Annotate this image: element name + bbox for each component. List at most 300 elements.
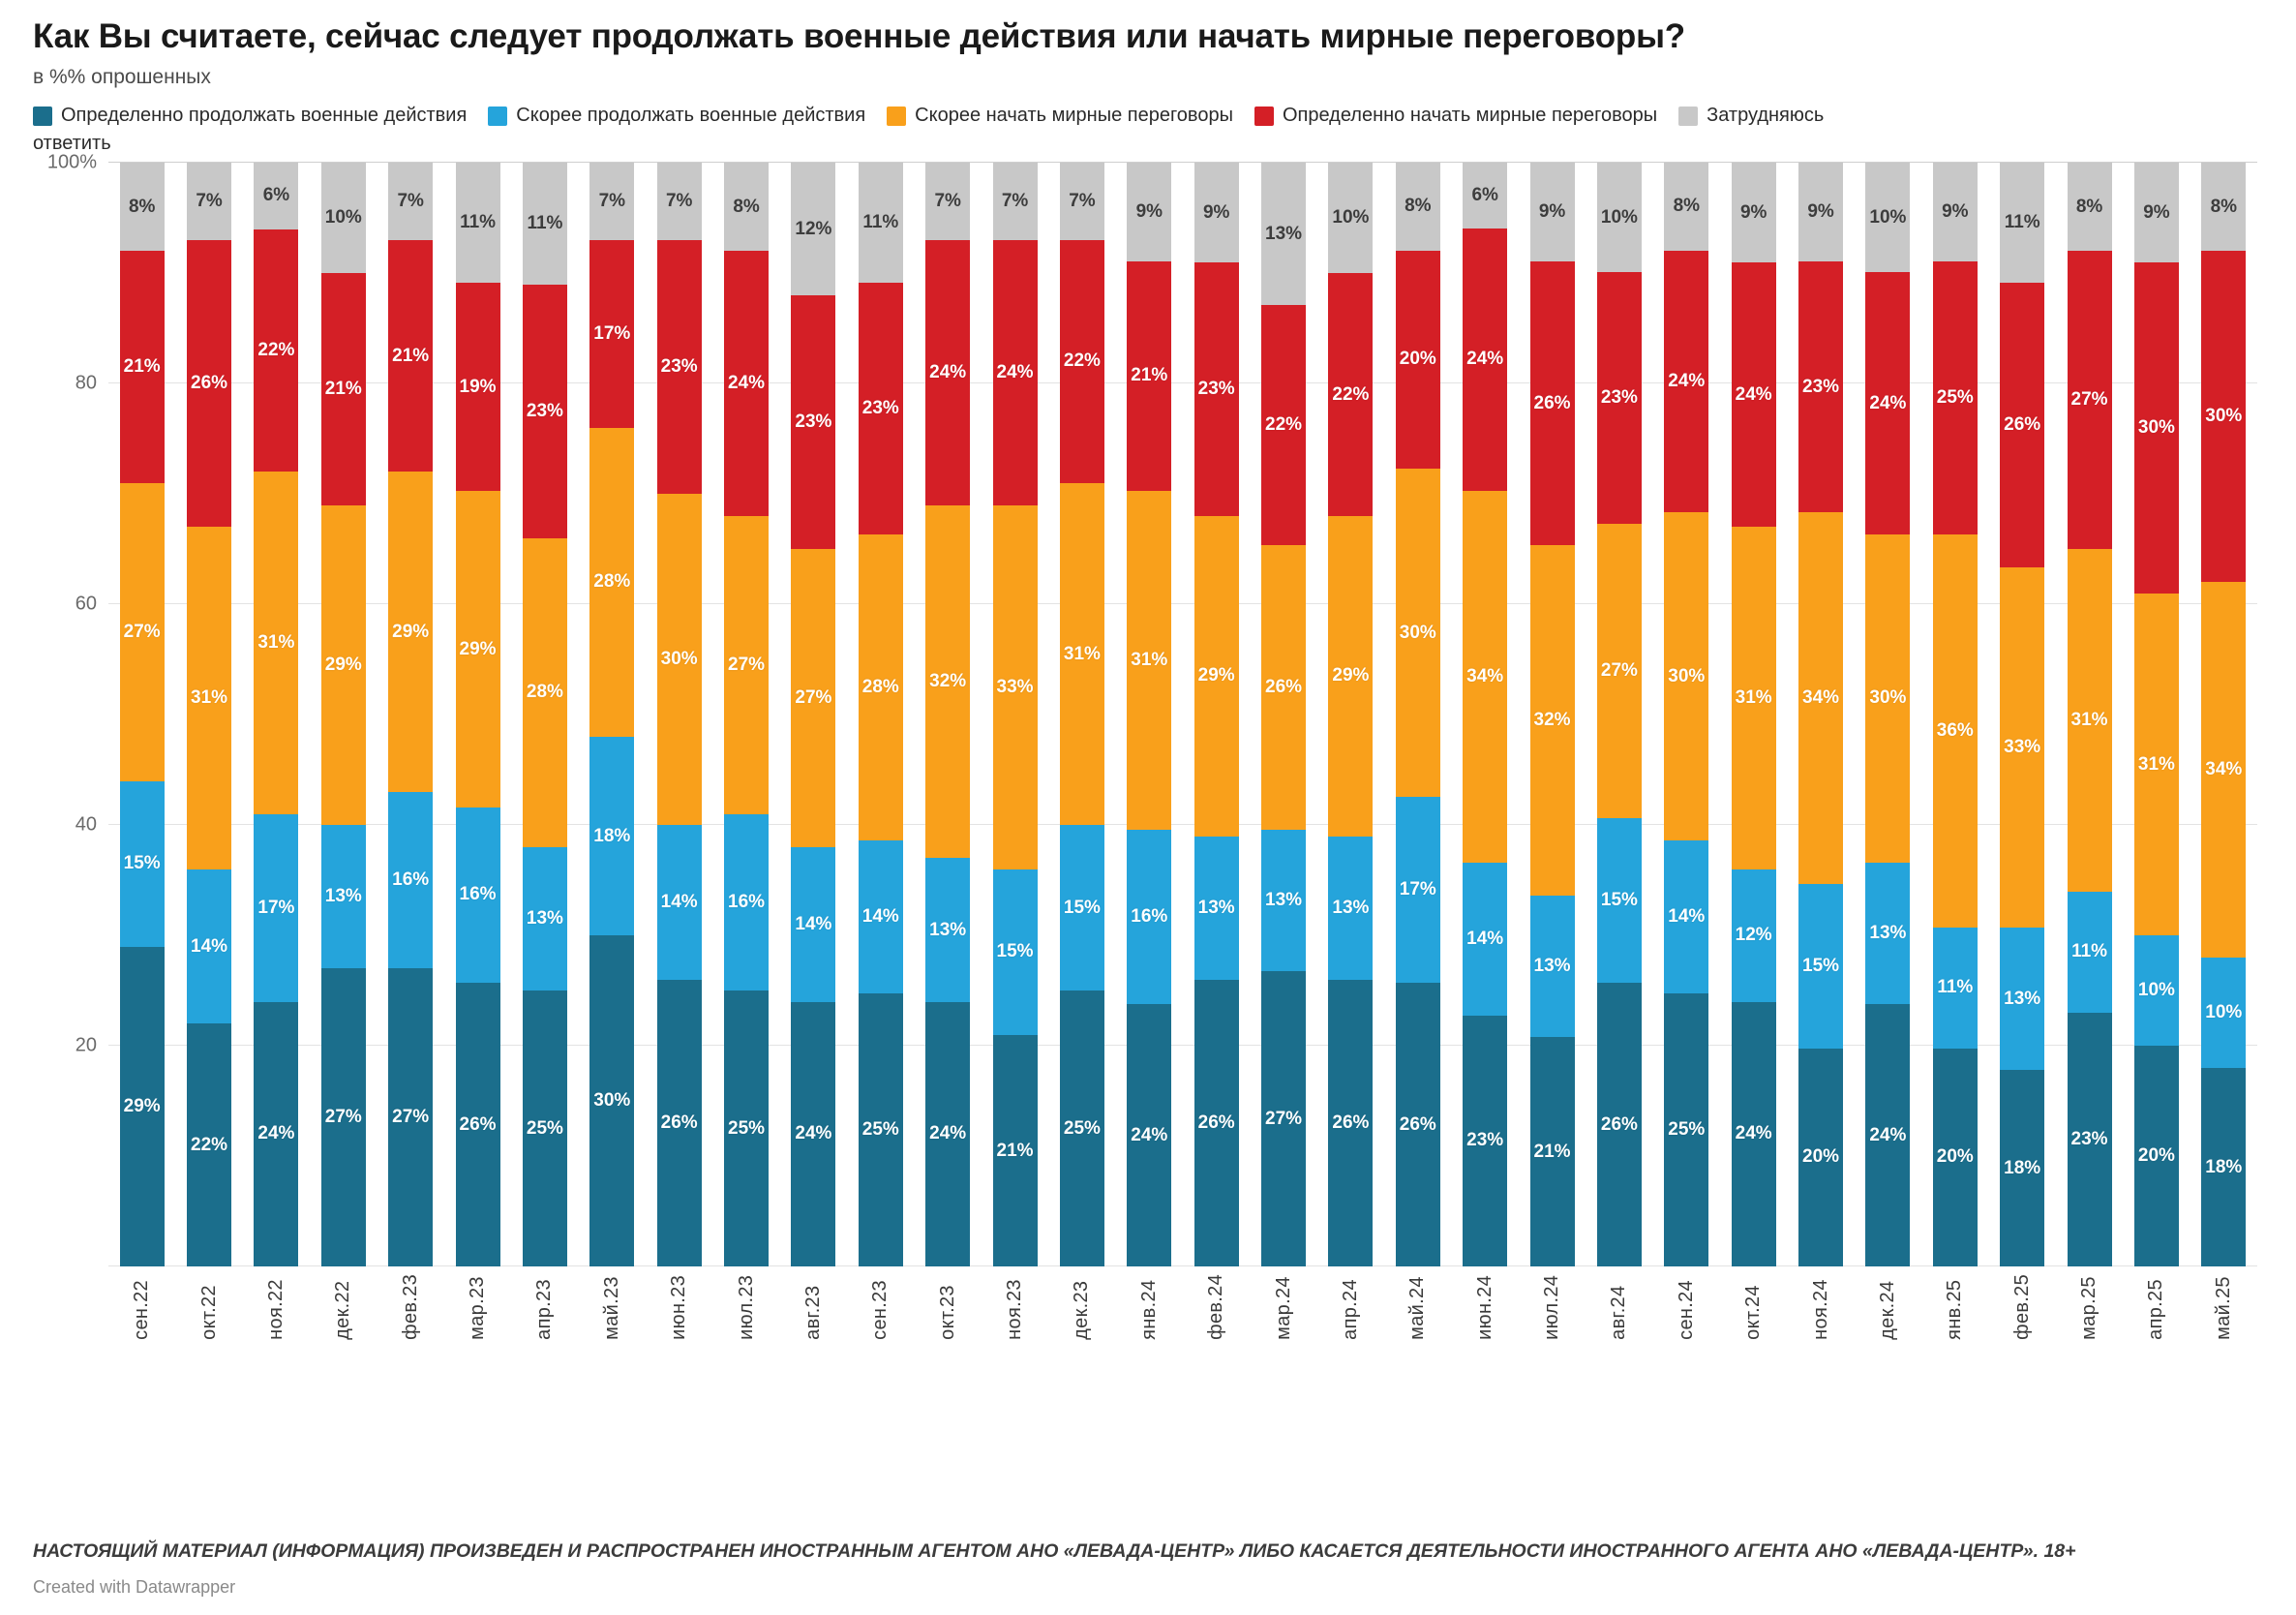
bar-segment[interactable] [2000, 928, 2044, 1070]
stacked-bar[interactable] [2201, 163, 2246, 1266]
bar-column[interactable] [780, 163, 847, 1266]
bar-segment[interactable] [1396, 251, 1440, 470]
bar-segment[interactable] [925, 858, 970, 1001]
bar-segment[interactable] [589, 935, 634, 1266]
bar-segment[interactable] [1530, 261, 1575, 545]
bar-segment[interactable] [456, 808, 500, 983]
bar-segment[interactable] [187, 869, 231, 1024]
bar-segment[interactable] [321, 505, 366, 826]
legend-item[interactable] [488, 103, 865, 129]
bar-segment[interactable] [791, 549, 835, 847]
bar-column[interactable] [847, 163, 914, 1266]
stacked-bar[interactable] [859, 163, 903, 1266]
bar-segment[interactable] [1798, 1049, 1843, 1267]
x-axis-label-cell [579, 1274, 646, 1340]
bar-segment[interactable] [1798, 512, 1843, 884]
bar-segment[interactable] [724, 814, 769, 990]
bar-segment-value: 20% [1399, 349, 1436, 370]
stacked-bar[interactable] [724, 163, 769, 1266]
bar-segment[interactable] [1530, 1037, 1575, 1266]
bar-segment[interactable] [1194, 980, 1239, 1266]
stacked-bar[interactable] [2134, 163, 2179, 1266]
bar-segment-value: 31% [1063, 643, 1101, 664]
bar-segment-value: 20% [1936, 1146, 1974, 1168]
bar-column[interactable] [1116, 163, 1183, 1266]
bar-segment[interactable] [1261, 830, 1306, 972]
bar-segment[interactable] [1597, 983, 1642, 1266]
stacked-bar[interactable] [657, 163, 702, 1266]
bar-segment[interactable] [254, 814, 298, 1002]
bar-segment[interactable] [1597, 272, 1642, 524]
bar-segment[interactable] [724, 251, 769, 516]
bar-segment[interactable] [2068, 549, 2112, 891]
bar-segment[interactable] [859, 993, 903, 1266]
bar-segment[interactable] [589, 428, 634, 737]
bar-segment[interactable] [1463, 1016, 1507, 1267]
bar-column[interactable] [175, 163, 242, 1266]
bar-segment-value: 28% [526, 682, 563, 703]
bar-segment[interactable] [1664, 840, 1708, 993]
bar-column[interactable] [1048, 163, 1115, 1266]
bar-segment[interactable] [859, 163, 903, 283]
bar-segment[interactable] [1530, 163, 1575, 261]
bar-segment[interactable] [254, 163, 298, 229]
bar-segment-value: 20% [1802, 1146, 1840, 1168]
bar-segment[interactable] [993, 1035, 1038, 1266]
bar-segment[interactable] [791, 163, 835, 295]
bar-segment[interactable] [925, 505, 970, 859]
stacked-bar[interactable] [456, 163, 500, 1266]
bar-segment[interactable] [1328, 516, 1373, 837]
bar-segment[interactable] [724, 516, 769, 814]
bar-column[interactable] [1586, 163, 1652, 1266]
bar-segment[interactable] [859, 840, 903, 993]
x-axis-label: дек.22 [332, 1280, 354, 1341]
bar-segment-value: 9% [1135, 201, 1163, 223]
bar-column[interactable] [1452, 163, 1519, 1266]
x-axis-label-cell [310, 1274, 377, 1340]
x-axis-label: авг.23 [801, 1285, 824, 1341]
bar-segment[interactable] [1194, 516, 1239, 837]
bar-segment-value: 17% [593, 322, 631, 344]
legend-item[interactable] [887, 103, 1233, 129]
bar-segment[interactable] [254, 229, 298, 472]
x-axis-label-cell [1317, 1274, 1384, 1340]
bar-segment[interactable] [388, 792, 433, 968]
bar-segment[interactable] [120, 781, 165, 947]
stacked-bar[interactable] [388, 163, 433, 1266]
bar-segment[interactable] [1261, 163, 1306, 305]
stacked-bar[interactable] [1463, 163, 1507, 1266]
bar-segment-value: 11% [527, 212, 563, 233]
bar-segment-value: 23% [660, 356, 698, 378]
bar-segment[interactable] [1865, 534, 1910, 863]
bar-segment[interactable] [2068, 251, 2112, 549]
bar-segment[interactable] [1597, 818, 1642, 982]
stacked-bar[interactable] [523, 163, 567, 1266]
bar-column[interactable] [1384, 163, 1451, 1266]
bar-segment-value: 24% [1869, 392, 1907, 413]
bar-column[interactable] [2190, 163, 2257, 1266]
x-axis-label: мар.23 [467, 1276, 489, 1341]
bar-segment[interactable] [1933, 163, 1978, 261]
bar-segment-value: 14% [1668, 906, 1706, 928]
x-axis-label-cell [712, 1274, 779, 1340]
bar-segment[interactable] [791, 295, 835, 549]
bar-segment[interactable] [1597, 163, 1642, 272]
legend-label: Определенно продолжать военные действия [61, 105, 468, 127]
bar-segment[interactable] [1127, 491, 1171, 830]
bar-segment-value: 16% [459, 884, 497, 905]
bar-segment[interactable] [1664, 512, 1708, 840]
bar-segment[interactable] [589, 163, 634, 240]
bar-column[interactable] [243, 163, 310, 1266]
bar-segment[interactable] [254, 1002, 298, 1267]
bar-segment-value: 27% [2070, 389, 2108, 411]
bar-column[interactable] [1921, 163, 1988, 1266]
bar-segment[interactable] [1463, 163, 1507, 229]
x-axis-label-cell [1653, 1274, 1720, 1340]
bar-segment[interactable] [1396, 163, 1440, 250]
x-axis-label-cell [175, 1274, 242, 1340]
bar-segment-value: 11% [2071, 941, 2108, 962]
stacked-bar[interactable] [1664, 163, 1708, 1266]
bar-column[interactable] [1519, 163, 1586, 1266]
bar-segment[interactable] [2201, 582, 2246, 958]
x-axis-label: сен.24 [1675, 1280, 1697, 1341]
bar-segment-value: 29% [1197, 665, 1235, 686]
stacked-bar[interactable] [589, 163, 634, 1266]
bar-segment-value: 13% [526, 908, 563, 929]
bar-segment[interactable] [321, 968, 366, 1266]
bar-segment[interactable] [993, 505, 1038, 869]
bar-segment[interactable] [657, 240, 702, 494]
bar-segment-value: 7% [1001, 191, 1029, 212]
stacked-bar[interactable] [254, 163, 298, 1266]
bar-segment[interactable] [523, 163, 567, 284]
bar-column[interactable] [712, 163, 779, 1266]
bar-segment[interactable] [1865, 163, 1910, 272]
bar-segment[interactable] [2134, 1046, 2179, 1266]
bar-segment[interactable] [925, 240, 970, 505]
bar-segment[interactable] [1328, 837, 1373, 980]
bar-segment-value: 26% [1265, 677, 1303, 698]
x-axis-label-cell [2123, 1274, 2190, 1340]
bar-segment-value: 21% [324, 378, 362, 399]
bar-segment[interactable] [1933, 534, 1978, 928]
bar-column[interactable] [2056, 163, 2123, 1266]
bar-segment[interactable] [1664, 163, 1708, 250]
bar-segment-value: 26% [1332, 1112, 1370, 1134]
stacked-bar[interactable] [925, 163, 970, 1266]
stacked-bar[interactable] [1732, 163, 1776, 1266]
bar-segment[interactable] [589, 737, 634, 935]
bar-segment[interactable] [859, 534, 903, 840]
stacked-bar[interactable] [1127, 163, 1171, 1266]
bar-segment[interactable] [456, 983, 500, 1266]
bar-segment[interactable] [1597, 524, 1642, 819]
stacked-bar[interactable] [2000, 163, 2044, 1266]
bar-segment[interactable] [859, 283, 903, 534]
stacked-bar[interactable] [187, 163, 231, 1266]
stacked-bar[interactable] [1933, 163, 1978, 1266]
bar-segment[interactable] [1933, 1049, 1978, 1267]
bar-segment[interactable] [2134, 594, 2179, 935]
bar-column[interactable] [1720, 163, 1787, 1266]
bar-segment-value: 9% [1538, 201, 1566, 223]
bar-segment[interactable] [120, 251, 165, 482]
bar-segment[interactable] [1328, 163, 1373, 273]
bar-segment[interactable] [2000, 283, 2044, 566]
bar-segment[interactable] [1732, 163, 1776, 262]
bar-segment[interactable] [791, 1002, 835, 1267]
bar-segment[interactable] [120, 163, 165, 251]
bar-segment-value: 13% [1265, 890, 1303, 911]
bar-column[interactable] [1787, 163, 1854, 1266]
bar-column[interactable] [108, 163, 175, 1266]
stacked-bar[interactable] [2068, 163, 2112, 1266]
stacked-bar[interactable] [791, 163, 835, 1266]
bar-segment[interactable] [321, 273, 366, 504]
x-axis-label-cell [1855, 1274, 1921, 1340]
bar-segment[interactable] [2134, 935, 2179, 1046]
bar-segment[interactable] [1127, 163, 1171, 261]
bar-segment[interactable] [1194, 262, 1239, 516]
bar-column[interactable] [1250, 163, 1316, 1266]
stacked-bar[interactable] [120, 163, 165, 1266]
bar-segment-value: 31% [2070, 709, 2108, 730]
bar-segment-value: 24% [728, 373, 766, 394]
bar-segment[interactable] [993, 240, 1038, 505]
bar-segment[interactable] [1664, 993, 1708, 1266]
bar-segment[interactable] [1798, 163, 1843, 261]
bar-segment[interactable] [523, 538, 567, 847]
bar-segment-value: 15% [1600, 890, 1638, 911]
bar-segment[interactable] [1261, 545, 1306, 829]
bar-segment-value: 10% [1332, 207, 1370, 229]
bar-segment[interactable] [1060, 240, 1104, 483]
bar-segment[interactable] [724, 990, 769, 1266]
bar-segment[interactable] [523, 990, 567, 1266]
bar-segment[interactable] [1194, 837, 1239, 980]
bar-segment[interactable] [1060, 825, 1104, 990]
bar-column[interactable] [982, 163, 1048, 1266]
bar-segment-value: 22% [1063, 350, 1101, 372]
bar-segment[interactable] [1463, 863, 1507, 1016]
bar-segment-value: 11% [1937, 977, 1974, 998]
stacked-bar[interactable] [1261, 163, 1306, 1266]
bar-segment-value: 10% [2137, 980, 2175, 1001]
stacked-bar[interactable] [321, 163, 366, 1266]
bar-segment[interactable] [523, 847, 567, 990]
bar-column[interactable] [646, 163, 712, 1266]
bar-segment[interactable] [1261, 305, 1306, 545]
bar-segment[interactable] [1664, 251, 1708, 513]
bar-segment[interactable] [1060, 483, 1104, 825]
bar-segment-value: 10% [2205, 1002, 2243, 1023]
bar-segment-value: 16% [392, 869, 430, 891]
bar-segment[interactable] [657, 825, 702, 980]
bar-segment[interactable] [187, 527, 231, 868]
x-axis-label-cell [1720, 1274, 1787, 1340]
x-axis-label: фев.24 [1205, 1274, 1227, 1341]
bar-segment-value: 27% [324, 1107, 362, 1128]
bar-segment[interactable] [187, 163, 231, 240]
stacked-bar[interactable] [1798, 163, 1843, 1266]
bar-segment-value: 27% [123, 621, 161, 642]
bar-column[interactable] [444, 163, 511, 1266]
bar-segment[interactable] [321, 163, 366, 273]
bar-segment[interactable] [2000, 567, 2044, 928]
bar-segment[interactable] [925, 163, 970, 240]
x-axis-labels [108, 1274, 2257, 1340]
bar-segment[interactable] [388, 240, 433, 472]
bar-segment-value: 23% [2070, 1129, 2108, 1150]
bar-segment[interactable] [388, 968, 433, 1266]
bar-segment[interactable] [456, 491, 500, 808]
bar-segment[interactable] [1798, 884, 1843, 1048]
bar-segment-value: 26% [1600, 1113, 1638, 1135]
bar-segment[interactable] [2068, 892, 2112, 1013]
bar-segment[interactable] [1194, 163, 1239, 262]
bar-segment[interactable] [1865, 863, 1910, 1005]
bar-segment-value: 36% [1936, 720, 1974, 742]
bar-segment[interactable] [1127, 261, 1171, 491]
x-axis-label: мар.25 [2078, 1276, 2100, 1341]
bar-segment-value: 34% [1466, 665, 1504, 686]
bar-column[interactable] [511, 163, 578, 1266]
stacked-bar[interactable] [993, 163, 1038, 1266]
bar-segment[interactable] [2000, 1070, 2044, 1266]
bar-segment[interactable] [657, 980, 702, 1266]
bar-segment[interactable] [993, 869, 1038, 1035]
bar-segment[interactable] [1060, 990, 1104, 1266]
legend-item[interactable] [33, 103, 467, 129]
bar-segment[interactable] [1328, 273, 1373, 516]
bar-segment[interactable] [1530, 896, 1575, 1038]
bar-segment[interactable] [1933, 261, 1978, 534]
legend-item[interactable] [1254, 103, 1657, 129]
bar-column[interactable] [1989, 163, 2056, 1266]
bar-column[interactable] [1317, 163, 1384, 1266]
stacked-bar[interactable] [1328, 163, 1373, 1266]
bar-segment[interactable] [1463, 491, 1507, 863]
x-axis-label-cell [1250, 1274, 1316, 1340]
bar-segment[interactable] [1463, 229, 1507, 491]
bar-segment[interactable] [456, 283, 500, 490]
bar-column[interactable] [1855, 163, 1921, 1266]
bar-segment[interactable] [1396, 469, 1440, 797]
bar-segment[interactable] [187, 240, 231, 527]
bar-segment[interactable] [120, 483, 165, 781]
bar-segment[interactable] [2201, 251, 2246, 582]
bar-segment[interactable] [523, 285, 567, 538]
bar-segment[interactable] [1261, 971, 1306, 1266]
bar-segment[interactable] [1396, 797, 1440, 983]
bar-segment[interactable] [1127, 830, 1171, 1005]
bar-segment-value: 30% [593, 1090, 631, 1112]
bar-segment-value: 22% [1265, 414, 1303, 436]
bar-segment[interactable] [2134, 163, 2179, 262]
bar-segment-value: 13% [1197, 897, 1235, 918]
bar-segment-value: 8% [733, 196, 760, 217]
bar-segment[interactable] [1396, 983, 1440, 1266]
bar-segment[interactable] [388, 163, 433, 240]
bar-segment[interactable] [1798, 261, 1843, 513]
bar-segment[interactable] [1732, 262, 1776, 528]
bar-segment[interactable] [724, 163, 769, 251]
bar-segment-value: 10% [1869, 206, 1907, 228]
bar-column[interactable] [378, 163, 444, 1266]
bar-segment[interactable] [1732, 527, 1776, 868]
bar-column[interactable] [579, 163, 646, 1266]
x-axis-label: авг.24 [1608, 1285, 1630, 1341]
legend-item[interactable] [1678, 103, 1824, 129]
bar-segment[interactable] [925, 1002, 970, 1267]
bar-segment[interactable] [2000, 163, 2044, 283]
stacked-bar[interactable] [1396, 163, 1440, 1266]
bar-column[interactable] [1183, 163, 1250, 1266]
bar-segment[interactable] [589, 240, 634, 428]
bar-segment[interactable] [657, 163, 702, 240]
bar-segment[interactable] [1732, 869, 1776, 1002]
bar-segment[interactable] [993, 163, 1038, 240]
bar-segment-value: 26% [2004, 414, 2041, 436]
bar-segment[interactable] [657, 494, 702, 825]
bar-segment[interactable] [2201, 163, 2246, 251]
bar-segment[interactable] [1060, 163, 1104, 240]
bar-segment-value: 15% [1802, 955, 1840, 976]
bar-segment[interactable] [187, 1023, 231, 1266]
bar-segment-value: 24% [257, 1123, 295, 1144]
bar-segment[interactable] [791, 847, 835, 1002]
bar-segment[interactable] [1530, 545, 1575, 895]
bar-segment[interactable] [2068, 1013, 2112, 1266]
bar-segment[interactable] [2068, 163, 2112, 251]
bar-segment[interactable] [1732, 1002, 1776, 1267]
bar-segment[interactable] [1865, 1004, 1910, 1266]
bar-segment[interactable] [1933, 928, 1978, 1048]
bar-segment[interactable] [1127, 1004, 1171, 1266]
bar-segment[interactable] [388, 472, 433, 792]
bar-segment[interactable] [254, 472, 298, 813]
bar-segment[interactable] [2134, 262, 2179, 594]
bar-column[interactable] [2123, 163, 2190, 1266]
bar-segment-value: 7% [665, 191, 693, 212]
stacked-bar[interactable] [1597, 163, 1642, 1266]
bar-segment[interactable] [2201, 1068, 2246, 1266]
bar-segment-value: 9% [1739, 201, 1767, 223]
bar-column[interactable] [915, 163, 982, 1266]
stacked-bar[interactable] [1530, 163, 1575, 1266]
bar-segment[interactable] [2201, 958, 2246, 1068]
bar-segment-value: 27% [392, 1107, 430, 1128]
bar-segment[interactable] [456, 163, 500, 283]
bar-column[interactable] [310, 163, 377, 1266]
stacked-bar[interactable] [1060, 163, 1104, 1266]
bar-segment-value: 17% [1399, 878, 1436, 899]
x-axis-label-cell [646, 1274, 712, 1340]
x-axis-label-cell [982, 1274, 1048, 1340]
bar-segment[interactable] [1865, 272, 1910, 534]
bar-segment[interactable] [120, 947, 165, 1267]
bar-segment-value: 8% [1673, 196, 1701, 217]
bar-segment[interactable] [1328, 980, 1373, 1266]
bar-column[interactable] [1653, 163, 1720, 1266]
stacked-bar[interactable] [1194, 163, 1239, 1266]
stacked-bar[interactable] [1865, 163, 1910, 1266]
bar-segment[interactable] [321, 825, 366, 968]
